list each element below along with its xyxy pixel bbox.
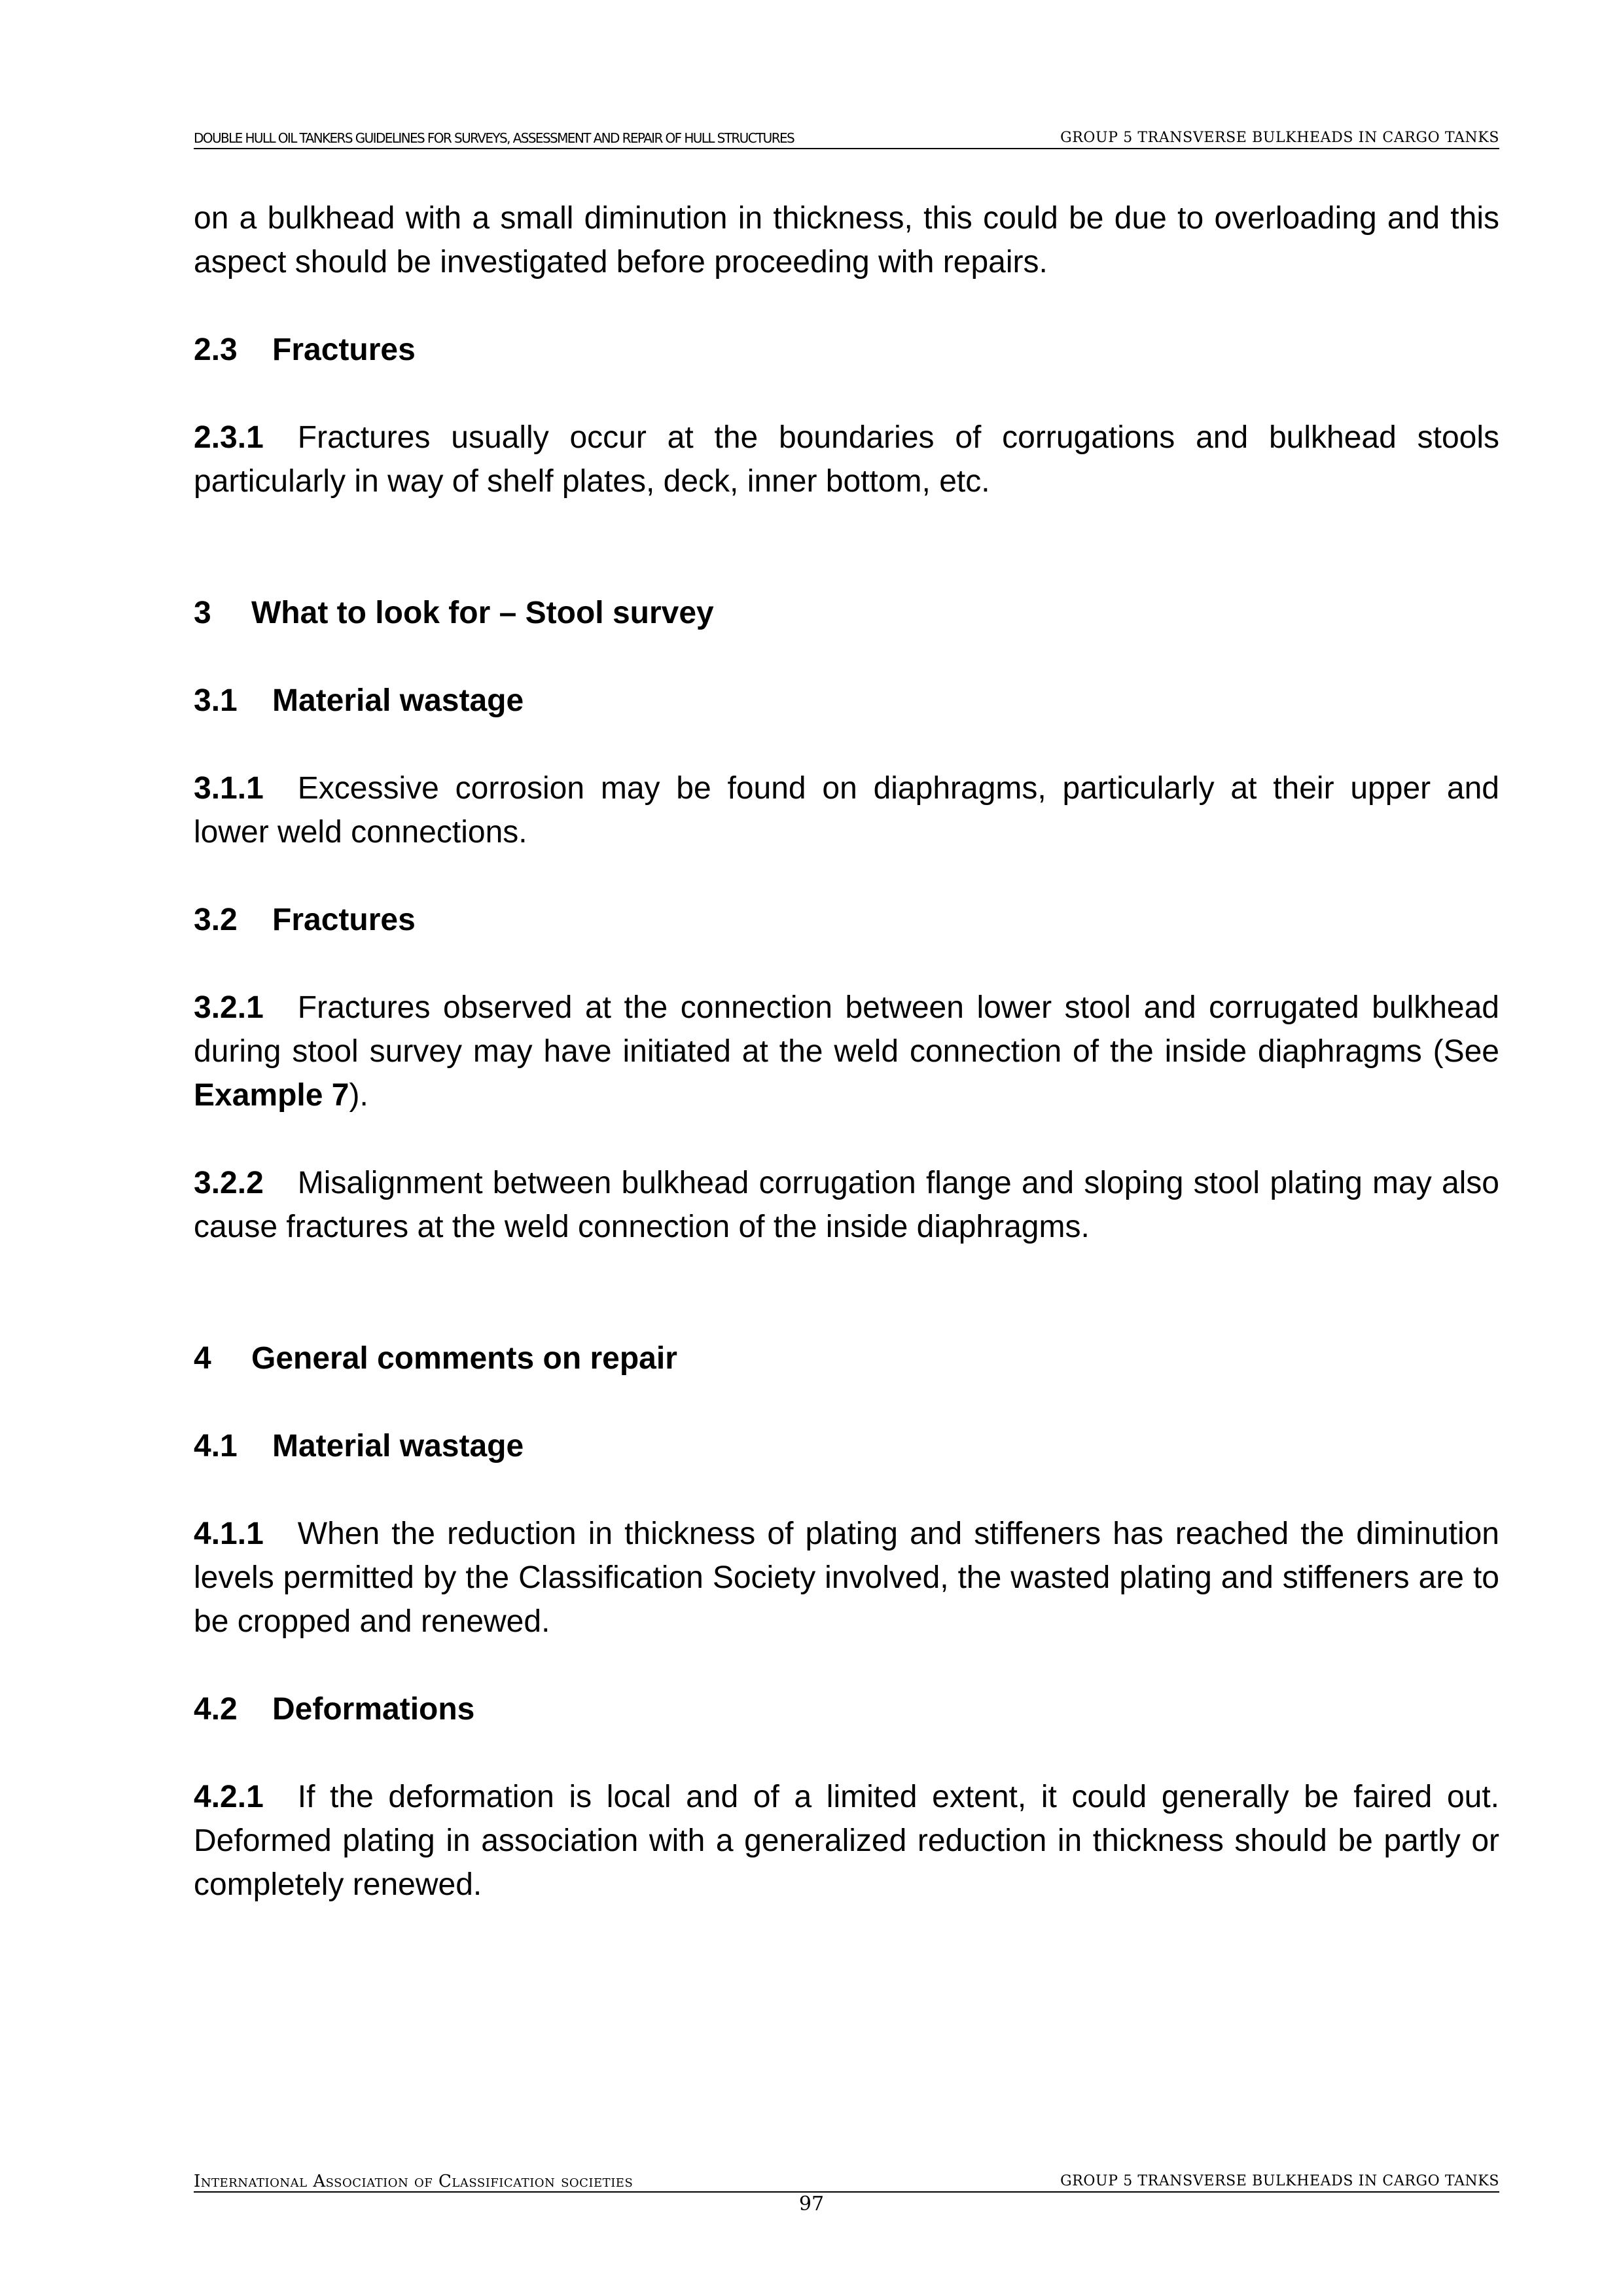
paragraph-text: When the reduction in thickness of plating and stiffeners has reached the diminution levels permitted by the Classification Society involved, the wasted plating and stiffeners are to be cropped and renewed. [194,1516,1499,1639]
heading-number: 4.2 [194,1692,238,1727]
paragraph-text: If the deformation is local and of a limited extent, it could generally be faired out. Deformed plating in association with a generalized reduction in thickness should be partly or completely renewed. [194,1780,1499,1902]
paragraph-number: 3.1.1 [194,771,264,806]
heading-4-2 [194,1687,1499,1731]
heading-title: What to look for – Stool survey [251,596,714,630]
paragraph-text: Fractures usually occur at the boundaries of corrugations and bulkhead stools particularly in way of shelf plates, deck, inner bottom, etc. [194,420,1499,499]
paragraph-number: 3.2.1 [194,990,264,1025]
paragraph-4-1-1 [194,1512,1499,1643]
heading-title: Fractures [272,903,416,937]
paragraph-4-2-1 [194,1775,1499,1907]
heading-number: 3 [194,596,211,630]
header-document-title: DOUBLE HULL OIL TANKERS GUIDELINES FOR SURVEYS, ASSESSMENT AND REPAIR OF HULL STRUCTURES [194,130,794,146]
page-body [194,196,1499,1907]
paragraph-3-1-1 [194,766,1499,854]
heading-3-2 [194,898,1499,942]
header-section-title: GROUP 5 TRANSVERSE BULKHEADS IN CARGO TANKS [1060,130,1499,146]
page-footer [194,2172,1499,2193]
paragraph-number: 2.3.1 [194,420,264,455]
paragraph-text: Excessive corrosion may be found on diaphragms, particularly at their upper and lower weld connections. [194,771,1499,850]
paragraph-3-2-2 [194,1161,1499,1249]
paragraph-2-3-1 [194,416,1499,503]
paragraph-number: 4.2.1 [194,1780,264,1814]
paragraph-text: Misalignment between bulkhead corrugation flange and sloping stool plating may also cause fractures at the weld connection of the inside diaphragms. [194,1166,1499,1244]
heading-4 [194,1336,1499,1380]
paragraph-number: 4.1.1 [194,1516,264,1551]
paragraph-number: 3.2.2 [194,1166,264,1200]
heading-title: Material wastage [272,1429,524,1463]
heading-3 [194,591,1499,635]
intro-paragraph: on a bulkhead with a small diminution in thickness, this could be due to overloading and this aspect should be investigated before proceeding with repairs. [194,201,1499,279]
paragraph-text-end: ). [349,1078,368,1113]
heading-3-1 [194,679,1499,723]
heading-title: Deformations [272,1692,475,1727]
paragraph-text: Fractures observed at the connection between lower stool and corrugated bulkhead during stool survey may have initiated at the weld connection of the inside diaphragms (See [194,990,1499,1069]
footer-organization: International Association of Classification societies [194,2172,633,2191]
paragraph-3-2-1 [194,986,1499,1117]
example-reference: Example 7 [194,1078,349,1113]
heading-title: Fractures [272,332,416,367]
heading-number: 3.2 [194,903,238,937]
heading-2-3 [194,328,1499,372]
heading-number: 3.1 [194,683,238,718]
heading-number: 4 [194,1341,211,1376]
footer-section-title: GROUP 5 TRANSVERSE BULKHEADS IN CARGO TANKS [1060,2173,1499,2189]
heading-number: 4.1 [194,1429,238,1463]
heading-number: 2.3 [194,332,238,367]
heading-4-1 [194,1424,1499,1468]
page-header [194,128,1499,149]
heading-title: Material wastage [272,683,524,718]
heading-title: General comments on repair [251,1341,677,1376]
page-number: 97 [798,2193,825,2215]
